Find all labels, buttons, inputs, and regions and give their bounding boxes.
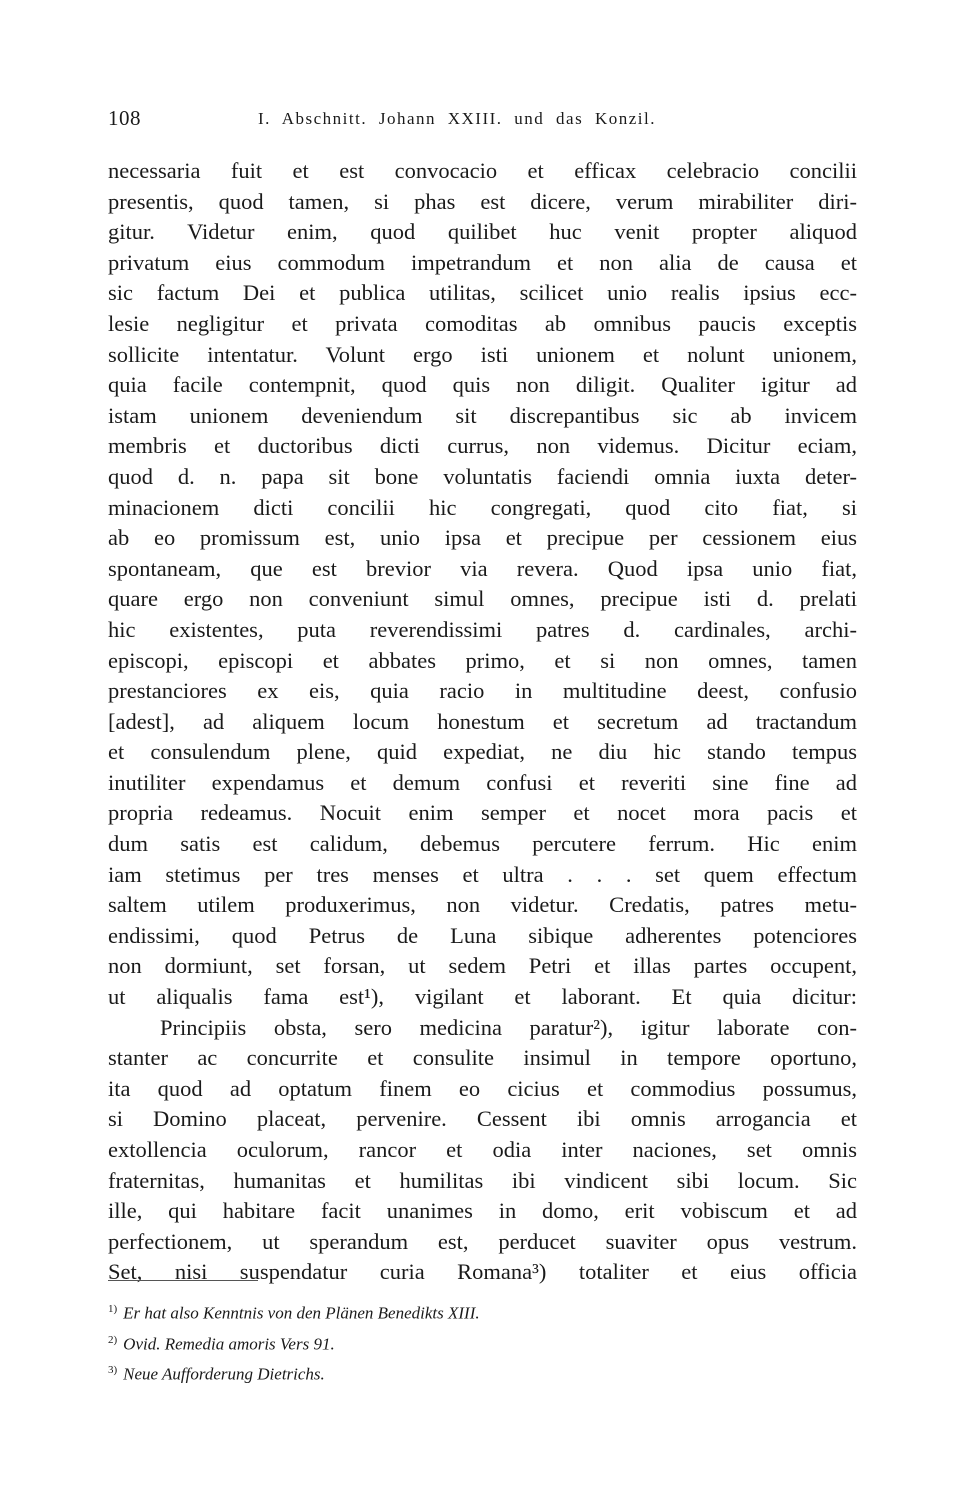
body-line: lesie negligitur et privata comoditas ab omnibus paucis exceptis [108,310,857,336]
running-title: I. Abschnitt. Johann XXIII. und das Konzil. [258,109,656,128]
body-line: perfectionem, ut sperandum est, perducet suaviter opus vestrum. [108,1228,857,1254]
body-line: quod d. n. papa sit bone voluntatis faciendi omnia iuxta deter- [108,463,857,489]
footnotes [108,1296,857,1388]
body-line: Principiis obsta, sero medicina paratur²), igitur laborate con- [160,1014,857,1040]
body-line: ita quod ad optatum finem eo cicius et commodius possumus, [108,1075,857,1101]
body-line: ille, qui habitare facit unanimes in domo, erit vobiscum et ad [108,1198,857,1224]
body-line: [adest], ad aliquem locum honestum et secretum ad tractandum [108,708,857,734]
body-line: ut aliqualis fama est¹), vigilant et laborant. Et quia dicitur: [108,984,857,1010]
body-line: endissimi, quod Petrus de Luna sibique adherentes potenciores [108,922,857,948]
body-line: extollencia oculorum, rancor et odia inter naciones, set omnis [108,1137,857,1162]
body-line: fraternitas, humanitas et humilitas ibi vindicent sibi locum. Sic [108,1167,857,1193]
footnote-text: Ovid. Remedia amoris Vers 91. [123,1334,335,1354]
body-text [108,156,857,1288]
body-line: ab eo promissum est, unio ipsa et precipue per cessionem eius [108,525,857,551]
body-line: sollicite intentatur. Volunt ergo isti unionem et nolunt unionem, [108,341,857,367]
body-line: quare ergo non conveniunt simul omnes, precipue isti d. prelati [108,586,857,612]
body-line: stanter ac concurrite et consulite insimul in tempore oportuno, [108,1045,857,1071]
body-line: minacionem dicti concilii hic congregati, quod cito fiat, si [108,494,857,520]
body-line: Set, nisi suspendatur curia Romana³) totaliter et eius officia [108,1259,857,1285]
body-line: propria redeamus. Nocuit enim semper et nocet mora pacis et [108,800,857,826]
footnote [108,1296,857,1327]
body-line: quia facile contempnit, quod quis non diligit. Qualiter igitur ad [108,372,857,398]
footnote-text: Neue Aufforderung Dietrichs. [123,1364,325,1384]
page-number: 108 [108,106,141,130]
body-line: gitur. Videtur enim, quod quilibet huc venit propter aliquod [108,219,857,245]
footnote [108,1357,857,1388]
body-line: et consulendum plene, quid expediat, ne diu hic stando tempus [108,739,857,765]
body-line: prestanciores ex eis, quia racio in multitudine deest, confusio [108,678,857,704]
body-line: spontaneam, que est brevior via revera. Quod ipsa unio fiat, [108,555,857,581]
body-line: episcopi, episcopi et abbates primo, et si non omnes, tamen [108,647,857,673]
footnote-mark: 1) [108,1303,118,1315]
running-head [108,98,857,138]
footnote-mark: 2) [108,1333,118,1346]
body-line: iam stetimus per tres menses et ultra . . . set quem effectum [108,861,857,887]
body-line: hic existentes, puta reverendissimi patres d. cardinales, archi- [108,616,857,642]
body-line: presentis, quod tamen, si phas est dicere, verum mirabiliter diri- [108,188,857,214]
footnote-mark: 3) [108,1364,118,1377]
book-page [108,98,857,1384]
body-line: necessaria fuit et est convocacio et efficax celebracio concilii [108,158,857,183]
body-line: istam unionem deveniendum sit discrepantibus sic ab invicem [108,402,857,428]
body-line: non dormiunt, set forsan, ut sedem Petri et illas partes occupent, [108,953,857,979]
body-line: si Domino placeat, pervenire. Cessent ibi omnis arrogancia et [108,1106,857,1132]
body-line: membris et ductoribus dicti currus, non videmus. Dicitur eciam, [108,433,857,459]
footnote-divider [108,1280,258,1281]
footnote-text: Er hat also Kenntnis von den Plänen Benedikts XIII. [123,1303,480,1323]
body-line: dum satis est calidum, debemus percutere ferrum. Hic enim [108,831,857,857]
footnote [108,1327,857,1358]
body-line: inutiliter expendamus et demum confusi et reveriti sine fine ad [108,769,857,795]
body-line: saltem utilem produxerimus, non videtur. Credatis, patres metu- [108,892,857,918]
body-line: privatum eius commodum impetrandum et non alia de causa et [108,249,857,275]
body-line: sic factum Dei et publica utilitas, scilicet unio realis ipsius ecc- [108,280,857,306]
